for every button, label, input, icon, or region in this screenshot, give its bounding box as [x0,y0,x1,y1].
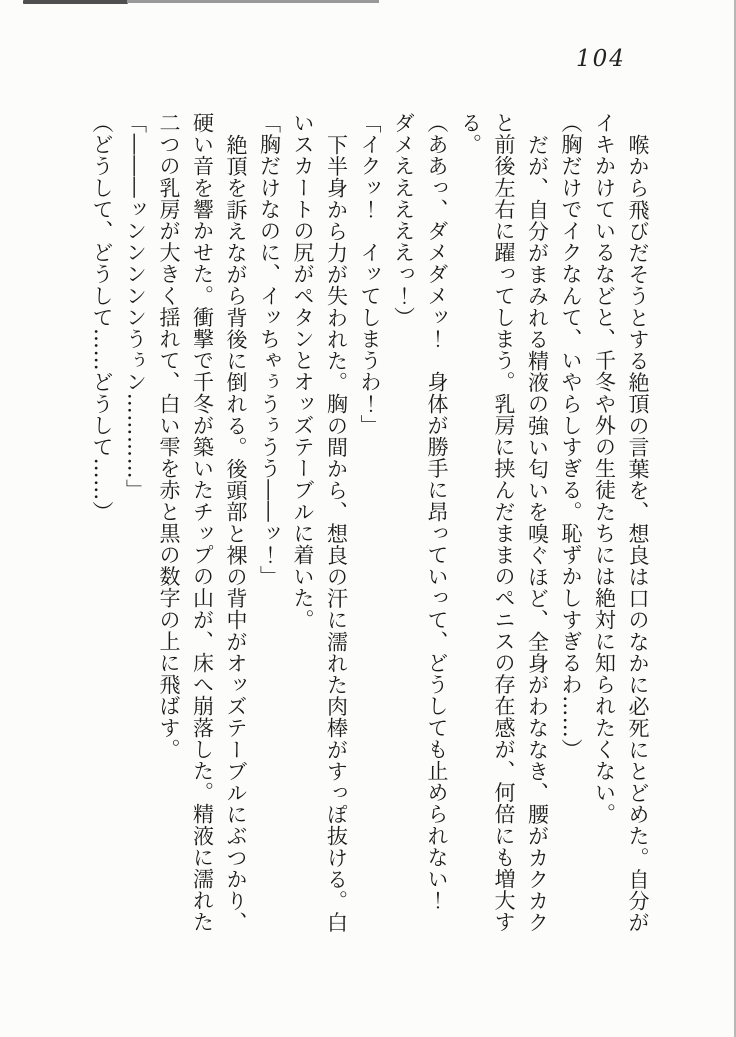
text-column: 喉から飛びだそうとする絶頂の言葉を、想良は口のなかに必死にとどめた。自分が [626,133,650,933]
text-column: （ああっ、ダメダメッ！ 身体が勝手に昂っていって、どうしても止められない！ [425,112,449,912]
page-number: 104 [576,46,626,72]
text-column: いスカートの尻がペタンとオッズテーブルに着いた。 [291,112,315,631]
text-column: 「イクッ！ イッてしまうわ！」 [358,112,382,436]
text-column: 「―――ッンンンンンうぅン…………」 [123,112,148,501]
text-column: 下半身から力が失われた。胸の間から、想良の汗に濡れた肉棒がすっぽ抜ける。白 [324,133,349,933]
text-column: だが、自分がまみれる精液の強い匂いを嗅ぐほど、全身がわななき、腰がカクカク [525,133,550,933]
scan-smudge-dark [23,0,128,4]
text-column: イキかけているなどと、千冬や外の生徒たちには絶対に知られたくない。 [592,112,617,825]
text-column: 二つの乳房が大きく揺れて、白い雫を赤と黒の数字の上に飛ばす。 [157,112,181,760]
text-column: 「胸だけなのに、イッちゃぅうぅうう――ッ！」 [257,112,282,588]
text-column: 絶頂を訴えながら背後に倒れる。後頭部と裸の背中がオッズテーブルにぶつかり、 [224,133,248,933]
scan-smudge-light [127,0,379,3]
text-column: ダメえええええっ！） [391,112,416,328]
text-column: と前後左右に躍ってしまう。乳房に挟んだままのペニスの存在感が、何倍にも増大す [492,112,516,933]
text-column: （どうして、どうして……どうして……） [90,112,114,523]
text-column: る。 [458,112,483,156]
text-block [85,112,655,1012]
text-column: 硬い音を響かせた。衝撃で千冬が築いたチップの山が、床へ崩落した。精液に濡れた [190,112,215,933]
text-column: （胸だけでイクなんて、いやらしすぎる。恥ずかしすぎるわ……） [559,112,583,760]
